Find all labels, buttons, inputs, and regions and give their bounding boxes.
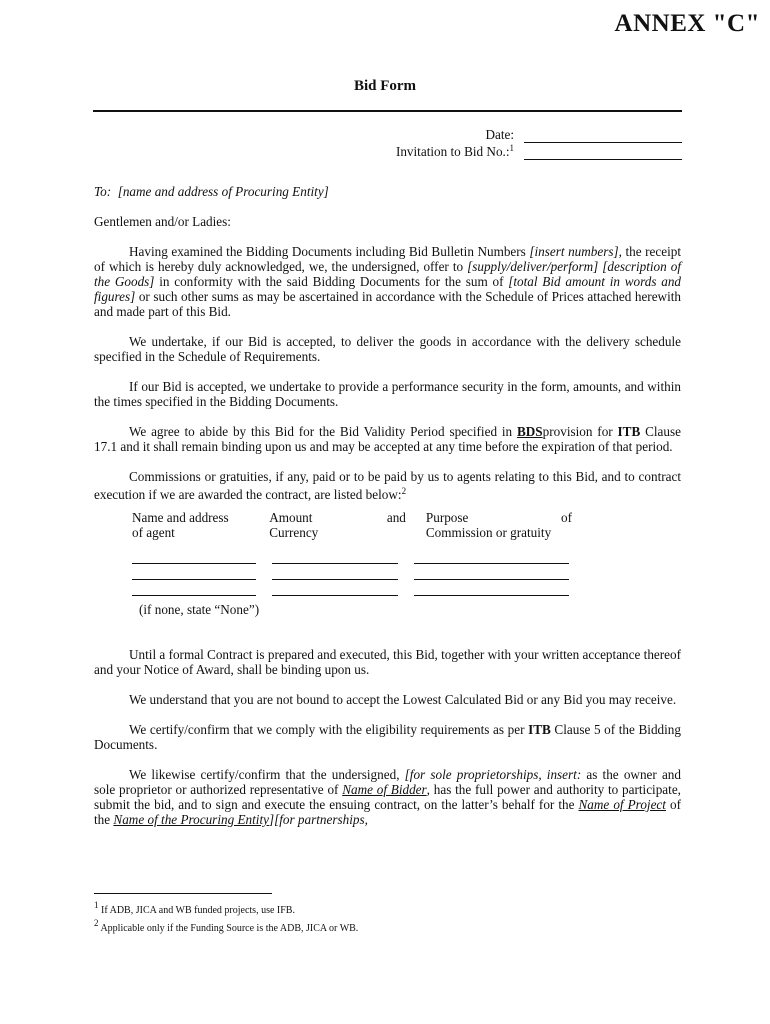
footnote-1: $^1$ If ADB, JICA and WB funded projects, use IFB. — [94, 900, 295, 916]
date-blank — [524, 130, 682, 143]
paragraph-not-bound: We understand that you are not bound to accept the Lowest Calculated Bid or any Bid you may receive. — [129, 692, 677, 707]
footnote-ref-2: 2 — [401, 486, 407, 496]
col-amount-header: Amount and Currency — [269, 510, 406, 540]
paragraph-offer: Having examined the Bidding Documents including Bid Bulletin Numbers [insert numbers], the receipt of which is hereby duly acknowledged, we, the undersigned, offer to [supply/deliver/perform] [description of the Goods] in conformity with the said Bidding Documents for the sum of [total Bid amount in words and figures] or such other sums as may be ascertained in accordance with the Schedule of Prices attached herewith and made part of this Bid. — [94, 244, 682, 319]
invitation-blank — [524, 147, 682, 160]
date-block — [300, 126, 682, 160]
agents-blank-row — [132, 586, 569, 602]
agents-table-header — [132, 510, 572, 554]
date-label: Date: — [485, 127, 514, 142]
paragraph-validity: We agree to abide by this Bid for the Bid Validity Period specified in BDSprovision for ITB Clause 17.1 and it shall remain binding upon us and may be accepted at any time before the expiration of that period. — [94, 424, 681, 454]
invitation-label: Invitation to Bid No.:$^1$ — [395, 143, 514, 159]
footnote-ref-1: 1 — [509, 143, 514, 153]
paragraph-commissions: Commissions or gratuities, if any, paid or to be paid by us to agents relating to this Bid, and to contract execution if we are awarded the contract, are listed below:$^2$ — [94, 469, 681, 502]
title-divider — [93, 110, 682, 112]
date-line — [300, 126, 682, 143]
paragraph-binding: Until a formal Contract is prepared and executed, this Bid, together with your written acceptance thereof and your Notice of Award, shall be binding upon us. — [94, 647, 681, 677]
salutation: Gentlemen and/or Ladies: — [94, 214, 231, 229]
agents-blank-row — [132, 570, 569, 586]
col-agent-header: Name and address of agent — [132, 510, 229, 540]
paragraph-authority: We likewise certify/confirm that the undersigned, [for sole proprietorships, insert: as the owner and sole proprietor or authorized representative of Name of Bidder, has the full power and authority to participate, submit the bid, and to sign and execute the ensuing contract, on the latter’s behalf for the Name of Project of the Name of the Procuring Entity][for partnerships, — [94, 767, 681, 827]
agents-blank-row — [132, 554, 569, 570]
footnote-divider — [94, 893, 272, 894]
paragraph-performance-security: If our Bid is accepted, we undertake to provide a performance security in the form, amounts, and within the times specified in the Bidding Documents. — [94, 379, 681, 409]
letter-body — [94, 184, 681, 842]
invitation-line — [300, 143, 682, 160]
paragraph-eligibility: We certify/confirm that we comply with the eligibility requirements as per ITB Clause 5 of the Bidding Documents. — [94, 722, 681, 752]
footnote-2: $^2$ Applicable only if the Funding Source is the ADB, JICA or WB. — [94, 918, 359, 934]
addressee: To: [name and address of Procuring Entity] — [94, 184, 329, 199]
footnotes — [94, 899, 358, 935]
none-note: (if none, state “None”) — [139, 602, 260, 617]
col-purpose-header: Purpose of Commission or gratuity — [425, 510, 572, 540]
annex-label: ANNEX "C" — [614, 10, 760, 37]
agents-table — [132, 510, 572, 554]
page-title: Bid Form — [353, 78, 417, 94]
paragraph-delivery: We undertake, if our Bid is accepted, to deliver the goods in accordance with the delivery schedule specified in the Schedule of Requirements. — [94, 334, 681, 364]
